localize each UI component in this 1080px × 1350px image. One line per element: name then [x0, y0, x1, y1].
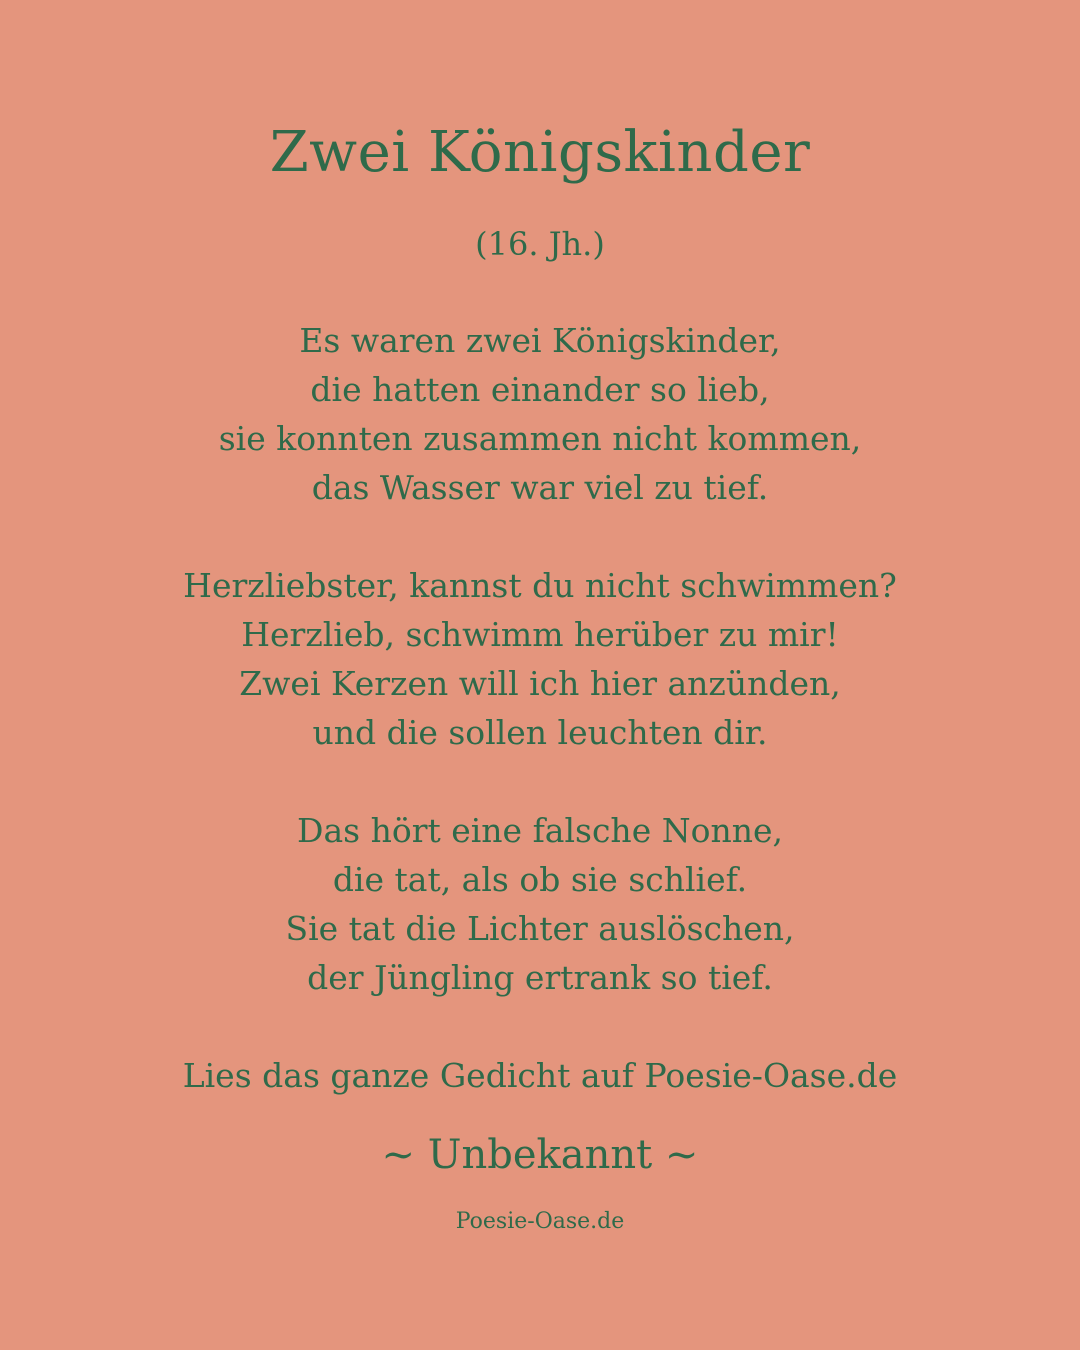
site-brand: Poesie-Oase.de: [455, 1209, 625, 1234]
stanza-3: [0, 806, 1080, 1002]
stanza-1: [0, 316, 1080, 512]
poem-line: Herzliebster, kannst du nicht schwimmen?: [183, 566, 897, 605]
poem-title: Zwei Königskinder: [269, 120, 811, 185]
poem-line: die tat, als ob sie schlief.: [332, 860, 748, 899]
poem-line: die hatten einander so lieb,: [310, 370, 770, 409]
poem-line: und die sollen leuchten dir.: [312, 713, 768, 752]
poem-line: Es waren zwei Königskinder,: [299, 321, 781, 360]
poem-line: Das hört eine falsche Nonne,: [297, 811, 783, 850]
poem-line: Sie tat die Lichter auslöschen,: [285, 909, 795, 948]
poem-line: das Wasser war viel zu tief.: [311, 468, 769, 507]
poem-line: Herzlieb, schwimm herüber zu mir!: [241, 615, 839, 654]
poem-line: Zwei Kerzen will ich hier anzünden,: [239, 664, 841, 703]
read-full-poem-text: Lies das ganze Gedicht auf Poesie-Oase.de: [182, 1056, 898, 1095]
poem-subtitle: (16. Jh.): [475, 225, 605, 263]
poem-line: sie konnten zusammen nicht kommen,: [218, 419, 862, 458]
poem-author: ~ Unbekannt ~: [381, 1132, 699, 1178]
stanza-2: [0, 561, 1080, 757]
poem-line: der Jüngling ertrank so tief.: [307, 958, 773, 997]
